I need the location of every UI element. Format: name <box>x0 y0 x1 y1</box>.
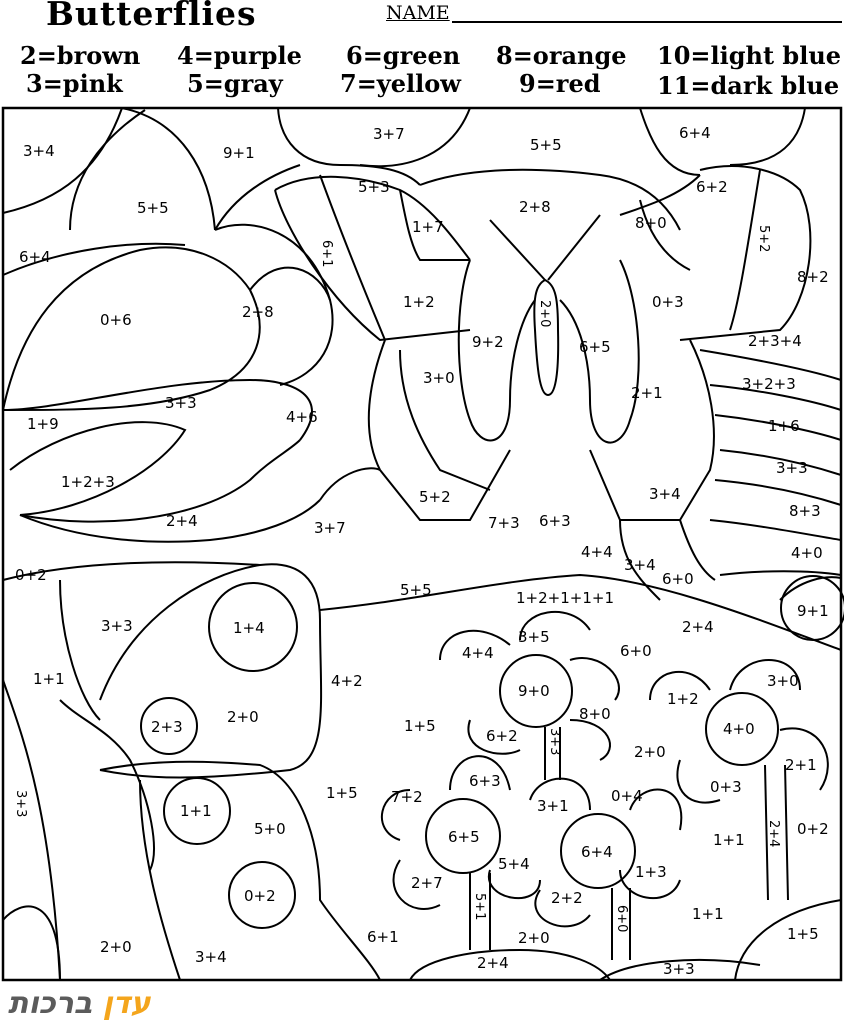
problem-label: 1+2 <box>403 293 435 311</box>
problem-label: 8+0 <box>579 705 611 723</box>
problem-label: 0+4 <box>611 787 643 805</box>
problem-label: 6+4 <box>19 248 51 266</box>
problem-label: 6+0 <box>614 905 629 933</box>
problem-label: 6+0 <box>620 642 652 660</box>
problem-label: 5+5 <box>530 136 562 154</box>
problem-label: 5+2 <box>756 225 771 253</box>
problem-label: 5+4 <box>498 855 530 873</box>
problem-label: 1+9 <box>27 415 59 433</box>
problem-label: 3+7 <box>373 125 405 143</box>
problem-label: 2+0 <box>227 708 259 726</box>
key-item-yellow: 7=yellow <box>340 69 461 98</box>
problem-label: 2+4 <box>682 618 714 636</box>
problem-label: 2+4 <box>166 512 198 530</box>
problem-label: 3+4 <box>195 948 227 966</box>
problem-label: 5+1 <box>472 893 487 921</box>
problem-label: 3+2+3 <box>742 375 796 393</box>
problem-label: 2+0 <box>537 300 552 328</box>
problem-label: 1+1 <box>180 802 212 820</box>
problem-label: 3+3 <box>547 728 562 756</box>
problem-label: 3+4 <box>649 485 681 503</box>
problem-label: 1+6 <box>768 417 800 435</box>
problem-label: 1+1 <box>33 670 65 688</box>
problem-label: 1+1 <box>692 905 724 923</box>
problem-label: 2+7 <box>411 874 443 892</box>
problem-label: 6+2 <box>696 178 728 196</box>
key-item-dark-blue: 11=dark blue <box>657 71 840 100</box>
problem-label: 3+0 <box>423 369 455 387</box>
problem-label: 7+3 <box>488 514 520 532</box>
key-item-brown: 2=brown <box>20 41 141 70</box>
key-item-orange: 8=orange <box>496 41 627 70</box>
problem-label: 5+0 <box>254 820 286 838</box>
problem-label: 6+4 <box>581 843 613 861</box>
problem-label: 8+3 <box>789 502 821 520</box>
problem-label: 2+2 <box>551 889 583 907</box>
problem-label: 1+3 <box>635 863 667 881</box>
problem-label: 6+4 <box>679 124 711 142</box>
problem-label: 3+7 <box>314 519 346 537</box>
problem-label: 3+3 <box>13 790 28 818</box>
problem-label: 5+3 <box>358 178 390 196</box>
problem-label: 2+0 <box>634 743 666 761</box>
problem-label: 3+5 <box>518 628 550 646</box>
problem-label: 0+2 <box>797 820 829 838</box>
problem-label: 0+3 <box>652 293 684 311</box>
problem-label: 9+0 <box>518 682 550 700</box>
problem-label: 5+5 <box>400 581 432 599</box>
key-item-light-blue: 10=light blue <box>657 41 842 70</box>
problem-label: 8+2 <box>797 268 829 286</box>
problem-label: 3+3 <box>663 960 695 978</box>
problem-label: 0+2 <box>15 566 47 584</box>
problem-label: 9+1 <box>223 144 255 162</box>
problem-label: 4+0 <box>723 720 755 738</box>
problem-label: 3+0 <box>767 672 799 690</box>
key-item-pink: 3=pink <box>26 69 123 98</box>
problem-label: 0+6 <box>100 311 132 329</box>
problem-label: 4+0 <box>791 544 823 562</box>
problem-label: 1+2+1+1+1 <box>516 589 614 607</box>
problem-label: 2+8 <box>242 303 274 321</box>
problem-label: 6+3 <box>539 512 571 530</box>
problem-label: 3+1 <box>537 797 569 815</box>
problem-label: 4+4 <box>581 543 613 561</box>
problem-label: 6+1 <box>319 240 334 268</box>
problem-label: 3+3 <box>165 394 197 412</box>
problem-label: 8+0 <box>635 214 667 232</box>
problem-label: 3+3 <box>776 459 808 477</box>
problem-label: 2+3+4 <box>748 332 802 350</box>
problem-label: 4+6 <box>286 408 318 426</box>
problem-label: 1+1 <box>713 831 745 849</box>
page-title: Butterflies <box>46 0 257 33</box>
problem-label: 6+5 <box>579 338 611 356</box>
problem-label: 4+4 <box>462 644 494 662</box>
problem-label: 6+1 <box>367 928 399 946</box>
problem-label: 5+5 <box>137 199 169 217</box>
problem-label: 9+1 <box>797 602 829 620</box>
problem-label: 1+5 <box>326 784 358 802</box>
problem-label: 6+5 <box>448 828 480 846</box>
problem-label: 2+0 <box>100 938 132 956</box>
problem-label: 1+2 <box>667 690 699 708</box>
problem-label: 1+2+3 <box>61 473 115 491</box>
key-item-purple: 4=purple <box>177 41 302 70</box>
problem-label: 1+5 <box>404 717 436 735</box>
problem-label: 0+2 <box>244 887 276 905</box>
picture-frame <box>3 108 841 980</box>
problem-label: 2+4 <box>766 820 781 848</box>
problem-label: 2+4 <box>477 954 509 972</box>
problem-label: 1+4 <box>233 619 265 637</box>
problem-label: 5+2 <box>419 488 451 506</box>
problem-label: 6+2 <box>486 727 518 745</box>
problem-label: 1+7 <box>412 218 444 236</box>
problem-label: 2+3 <box>151 718 183 736</box>
problem-label: 1+5 <box>787 925 819 943</box>
problem-label: 2+0 <box>518 929 550 947</box>
brand-logo: עדן ברכות <box>8 986 151 1021</box>
problem-label: 0+3 <box>710 778 742 796</box>
problem-label: 7+2 <box>391 788 423 806</box>
problem-label: 9+2 <box>472 333 504 351</box>
problem-label: 6+0 <box>662 570 694 588</box>
outline-shapes <box>3 108 844 980</box>
name-label: NAME <box>386 2 450 24</box>
problem-label: 3+3 <box>101 617 133 635</box>
problem-label: 3+4 <box>624 556 656 574</box>
problem-label: 6+3 <box>469 772 501 790</box>
key-item-gray: 5=gray <box>187 69 283 98</box>
key-item-green: 6=green <box>346 41 461 70</box>
problem-label: 2+1 <box>631 384 663 402</box>
problem-label: 2+8 <box>519 198 551 216</box>
key-item-red: 9=red <box>519 69 601 98</box>
problem-label: 2+1 <box>785 756 817 774</box>
problem-label: 3+4 <box>23 142 55 160</box>
problem-label: 4+2 <box>331 672 363 690</box>
